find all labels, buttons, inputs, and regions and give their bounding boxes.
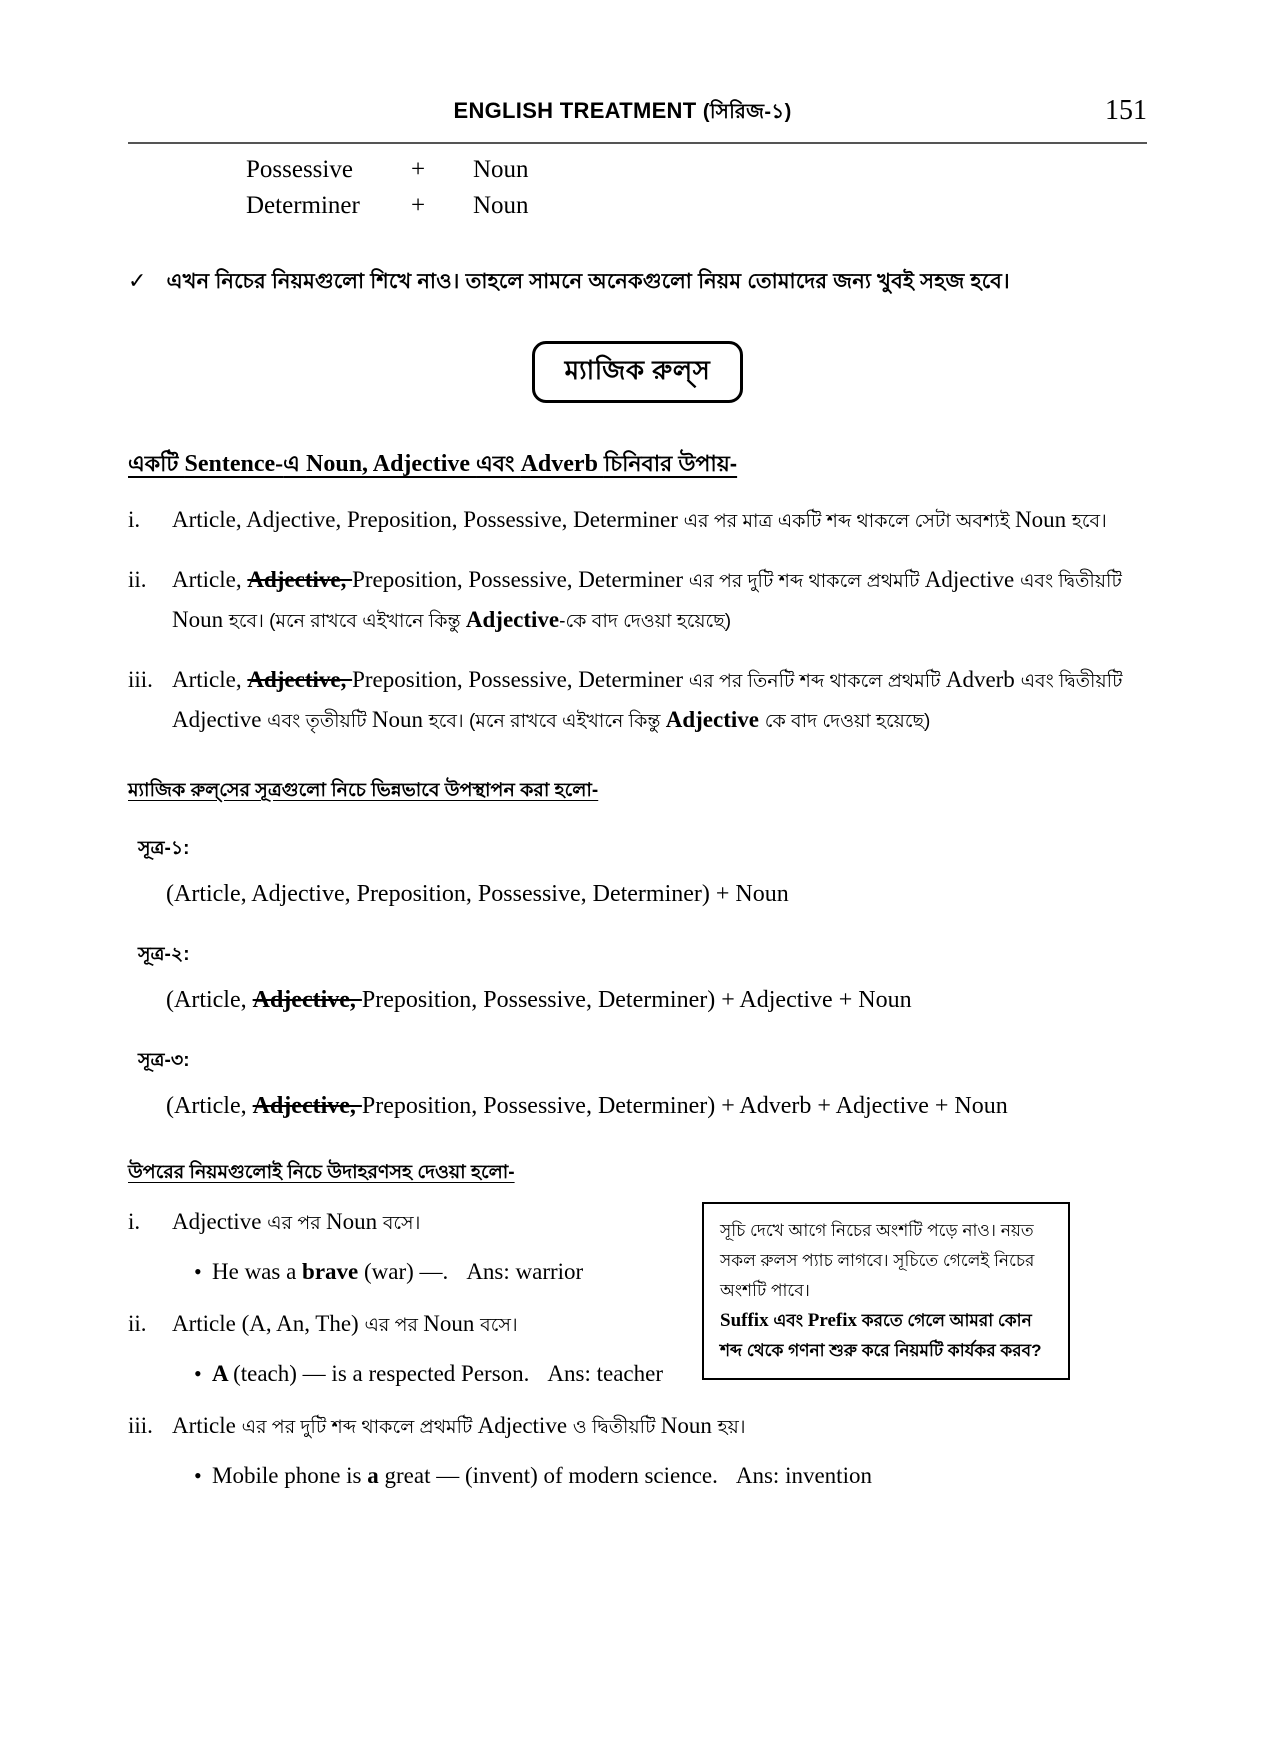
example-number: iii.	[128, 1413, 153, 1438]
sutra-2-run-1: Adjective,	[252, 1093, 362, 1119]
rule-0-run-0: Article, Adjective, Preposition, Possessive, Determiner	[172, 507, 684, 532]
heading-part-7: চিনিবার উপায়-	[603, 451, 738, 476]
side-note-run-1-0: সকল রুলস প্যাচ লাগবে। সূচিতে গেলেই নিচের	[720, 1251, 1035, 1270]
example-0-run-2: Noun	[325, 1209, 383, 1234]
page-header	[128, 96, 1147, 136]
rule-1-run-6: Noun	[172, 607, 229, 632]
examples-section-heading: উপরের নিয়মগুলোই নিচে উদাহরণসহ দেওয়া হলো-	[128, 1162, 515, 1183]
heading-part-6: Adverb	[520, 451, 604, 477]
side-note-line	[720, 1306, 1054, 1336]
formula-cell-op: +	[411, 156, 426, 183]
bullet-icon: •	[194, 1463, 202, 1488]
side-note-line	[720, 1216, 1054, 1246]
heading-part-4: Noun, Adjective	[306, 451, 477, 477]
side-note-line	[720, 1276, 1054, 1306]
rule-2-run-10: Adjective	[665, 707, 765, 732]
rule-text	[172, 661, 1147, 741]
example-1-run-2: Noun	[423, 1311, 481, 1336]
example-1-run-1: এর পর	[364, 1315, 424, 1336]
rule-2-run-5: এবং দ্বিতীয়টি	[1020, 671, 1123, 692]
section-heading	[128, 447, 1147, 481]
rule-item	[128, 561, 1147, 641]
example-sentence-1-run-3: Ans: teacher	[547, 1361, 664, 1386]
example-sentence-2-run-1: a	[367, 1463, 385, 1488]
rule-2-run-2: Preposition, Possessive, Determiner	[352, 667, 689, 692]
rule-1-run-9: -কে বাদ দেওয়া হয়েছে)	[559, 611, 732, 632]
formula-row	[246, 152, 529, 188]
example-item	[128, 1409, 1147, 1445]
rule-text	[172, 501, 1147, 541]
rule-1-run-4: Adjective	[924, 567, 1020, 592]
side-note-run-3-0: Suffix	[720, 1310, 774, 1331]
example-2-run-1: এর পর দুটি শব্দ থাকলে প্রথমটি	[241, 1417, 478, 1438]
example-sentence-1-run-0: A	[212, 1361, 234, 1386]
book-title	[128, 96, 1147, 127]
check-icon: ✓	[128, 268, 147, 293]
example-rule-text	[172, 1409, 1147, 1445]
rule-item	[128, 501, 1147, 541]
sutra-formula	[166, 877, 1147, 911]
rule-2-run-0: Article,	[172, 667, 248, 692]
rule-0-run-1: এর পর মাত্র একটি শব্দ থাকলে সেটা অবশ্যই	[683, 511, 1015, 532]
example-2-run-0: Article	[172, 1413, 242, 1438]
heading-part-5: এবং	[476, 451, 521, 476]
example-0-run-1: এর পর	[267, 1213, 326, 1234]
rule-0-run-3: হবে।	[1071, 511, 1107, 532]
rule-2-run-7: এবং তৃতীয়টি	[267, 711, 372, 732]
magic-rules-wrapper	[128, 341, 1147, 403]
rule-1-run-2: Preposition, Possessive, Determiner	[352, 567, 689, 592]
example-sentence-1-run-1: (teach) — is a respected Person.	[233, 1361, 530, 1386]
formula-cell-left: Determiner	[246, 192, 360, 219]
formula-table	[246, 152, 529, 224]
rule-text	[172, 561, 1147, 641]
rule-item	[128, 661, 1147, 741]
example-2-run-4: Noun	[660, 1413, 718, 1438]
side-note-line	[720, 1246, 1054, 1276]
rule-0-run-2: Noun	[1014, 507, 1072, 532]
sutra-1-run-0: (Article,	[166, 987, 253, 1013]
side-note-line	[720, 1336, 1054, 1366]
formula-cell-right: Noun	[473, 156, 529, 183]
check-note	[128, 266, 1147, 297]
sutra-0-run-0: (Article, Adjective, Preposition, Possessive, Determiner) + Noun	[166, 881, 789, 907]
example-sentence-0-run-1: brave	[302, 1259, 365, 1284]
example-sentence-2-run-0: Mobile phone is	[212, 1463, 368, 1488]
rule-1-run-1: Adjective,	[247, 567, 353, 592]
header-divider	[128, 142, 1147, 144]
sutra-formula	[166, 983, 1147, 1017]
example-sentence-2-run-2: great — (invent) of modern science.	[384, 1463, 718, 1488]
side-note-run-0-0: সূচি দেখে আগে নিচের অংশটি পড়ে নাও। নয়ত	[720, 1221, 1034, 1240]
example-bullet-line	[172, 1459, 1147, 1493]
heading-part-2: Sentence-	[184, 451, 284, 477]
check-note-text: এখন নিচের নিয়মগুলো শিখে নাও। তাহলে সামনে অনেকগুলো নিয়ম তোমাদের জন্য খুবই সহজ হবে।	[166, 270, 1010, 293]
example-sentence-0-run-0: He was a	[212, 1259, 303, 1284]
rule-number: iii.	[128, 667, 153, 692]
sutra-2-run-2: Preposition, Possessive, Determiner) + Adverb + Adjective + Noun	[361, 1093, 1008, 1119]
sutra-1-run-1: Adjective,	[252, 987, 362, 1013]
rule-2-run-6: Adjective	[172, 707, 268, 732]
side-note-run-3-1: এবং	[773, 1311, 808, 1330]
rule-2-run-9: হবে। (মনে রাখবে এইখানে কিন্তু	[428, 711, 666, 732]
example-sentence-2-run-4: Ans: invention	[735, 1463, 872, 1488]
example-1-run-0: Article (A, An, The)	[172, 1311, 365, 1336]
example-0-run-0: Adjective	[172, 1209, 268, 1234]
side-note-run-4-0: শব্দ থেকে গণনা শুরু করে নিয়মটি কার্যকর করব?	[720, 1341, 1042, 1360]
formula-cell-left: Possessive	[246, 156, 353, 183]
example-sentence	[212, 1459, 1147, 1493]
rules-list	[128, 501, 1147, 741]
sutra-formula	[166, 1089, 1147, 1123]
book-title-en: ENGLISH TREATMENT	[453, 98, 697, 123]
bullet-icon: •	[194, 1259, 202, 1284]
book-title-series: (সিরিজ-১)	[702, 101, 792, 123]
rule-1-run-0: Article,	[172, 567, 248, 592]
side-note-run-3-2: Prefix	[807, 1310, 862, 1331]
side-note-box	[702, 1202, 1070, 1380]
example-number: i.	[128, 1209, 141, 1234]
rule-1-run-8: Adjective	[465, 607, 560, 632]
rule-1-run-3: এর পর দুটি শব্দ থাকলে প্রথমটি	[688, 571, 925, 592]
rule-2-run-1: Adjective,	[247, 667, 353, 692]
example-2-run-2: Adjective	[477, 1413, 573, 1438]
rule-2-run-3: এর পর তিনটি শব্দ থাকলে প্রথমটি	[688, 671, 946, 692]
sutra-label: সূত্র-৩:	[138, 1050, 190, 1071]
side-note-run-2-0: অংশটি পাবে।	[720, 1281, 810, 1300]
example-2-run-3: ও দ্বিতীয়টি	[572, 1417, 661, 1438]
example-1-run-3: বসে।	[480, 1315, 518, 1336]
sutra-label: সূত্র-২:	[138, 944, 190, 965]
page-number: 151	[1105, 95, 1147, 126]
example-sentence-0-run-4: Ans: warrior	[466, 1259, 584, 1284]
side-note-lines	[720, 1216, 1054, 1366]
heading-part-3: এ	[283, 451, 307, 476]
document-page	[0, 96, 1275, 1746]
rule-1-run-5: এবং দ্বিতীয়টি	[1019, 571, 1122, 592]
sutra-1-run-2: Preposition, Possessive, Determiner) + Adjective + Noun	[361, 987, 912, 1013]
formula-row	[246, 188, 529, 224]
formula-cell-right: Noun	[473, 192, 529, 219]
magic-rules-box: ম্যাজিক রুল্‌স	[532, 341, 744, 403]
example-number: ii.	[128, 1311, 147, 1336]
sutra-list	[128, 835, 1147, 1123]
example-sentence-0-run-2: (war) —.	[364, 1259, 449, 1284]
side-note-run-3-3: করতে গেলে আমরা কোন	[861, 1311, 1032, 1330]
formula-table-body	[246, 152, 529, 224]
example-2-run-5: হয়।	[717, 1417, 746, 1438]
rule-1-run-7: হবে। (মনে রাখবে এইখানে কিন্তু	[228, 611, 466, 632]
sutra-2-run-0: (Article,	[166, 1093, 253, 1119]
sutra-label: সূত্র-১:	[138, 838, 190, 859]
heading-part-1: একটি	[128, 451, 185, 476]
formula-cell-op: +	[411, 192, 426, 219]
rule-number: i.	[128, 507, 141, 532]
bullet-icon: •	[194, 1361, 202, 1386]
rule-2-run-11: কে বাদ দেওয়া হয়েছে)	[764, 711, 931, 732]
rule-2-run-4: Adverb	[945, 667, 1021, 692]
rule-2-run-8: Noun	[371, 707, 429, 732]
example-0-run-3: বসে।	[382, 1213, 421, 1234]
rule-number: ii.	[128, 567, 147, 592]
sutra-section-heading: ম্যাজিক রুল্‌সের সূত্রগুলো নিচে ভিন্নভাবে উপস্থাপন করা হলো-	[128, 780, 599, 801]
